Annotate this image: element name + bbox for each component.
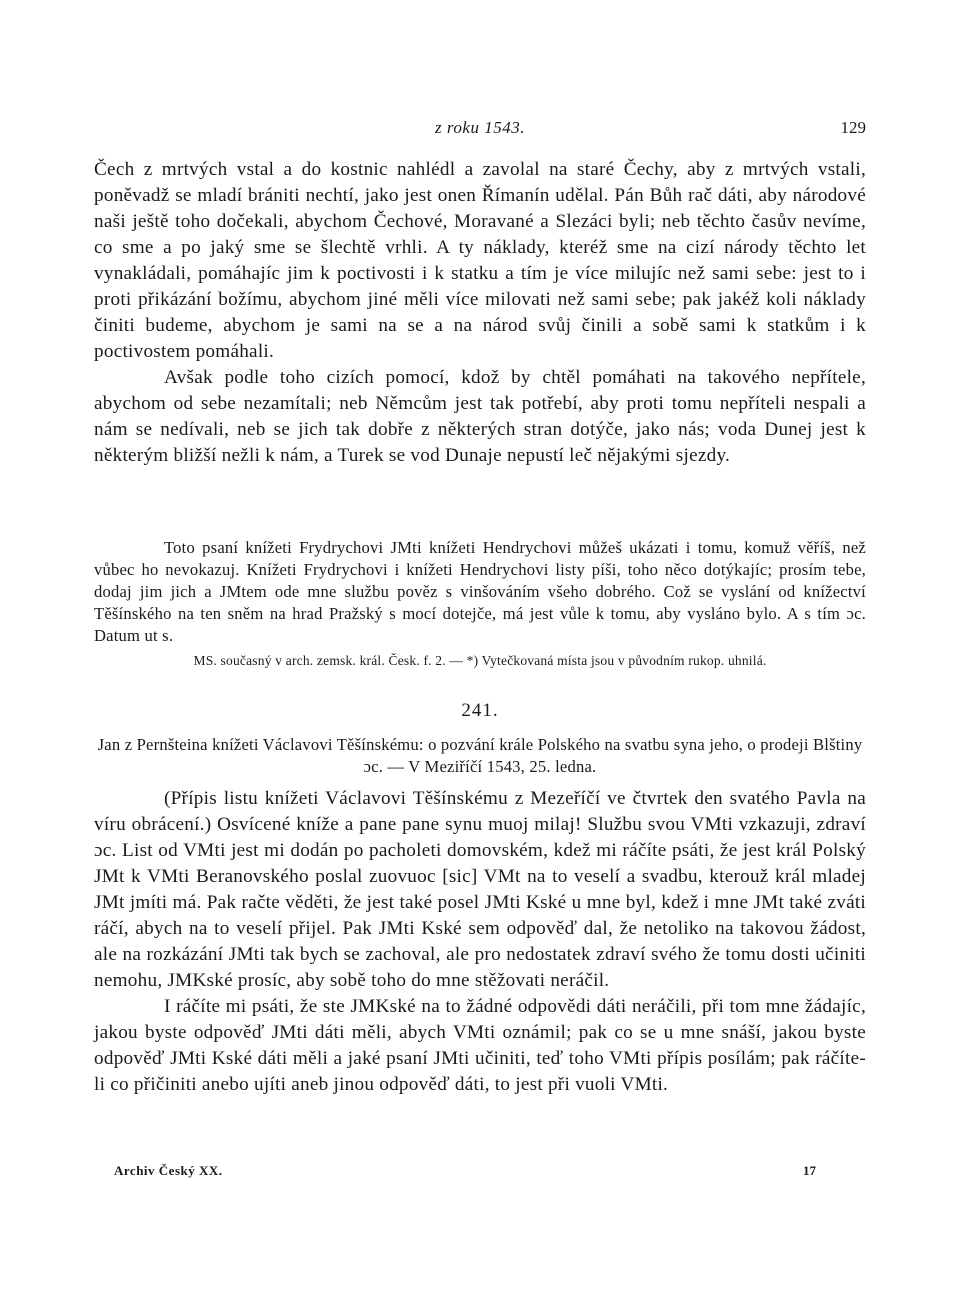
text-block-letter (94, 786, 866, 1098)
body-paragraph-3: Toto psaní knížeti Frydrychovi JMti knížeti Hendrychovi můžeš ukázati i tomu, komuž věříš, než vůbec ho nevokazuj. Knížeti Frydrychovi i knížeti Hendrychovi listy píši, toho něco dotýkajíc; prosím tebe, dodaj jim jich a JMtem ode mne službu pověz s vinšováním všeho dobrého. Což se vyslání od knížectví Těšínského na ten sněm na hrad Pražský s mocí dotejče, má jest vůle k tomu, aby vysláno bylo. A s tím ɔc. Datum ut s. (94, 538, 866, 645)
signature-mark: Archiv Český XX. (114, 1163, 223, 1178)
page-number: 129 (840, 118, 866, 137)
sheet-number: 17 (803, 1163, 816, 1178)
source-note: MS. současný v arch. zemsk. král. Česk. f. 2. — *) Vytečkovaná místa jsou v původním rukop. uhnilá. (193, 653, 767, 668)
document-regest: Jan z Pernšteina knížeti Václavovi Těšínskému: o pozvání krále Polského na svatbu syna jeho, o prodeji Blštiny ɔc. — V Meziříčí 1543, 25. ledna. (97, 735, 863, 776)
text-block-postscript (94, 537, 866, 647)
text-block-upper (94, 157, 866, 469)
document-number: 241. (461, 700, 499, 721)
letter-paragraph-1: (Přípis listu knížeti Václavovi Těšínskému z Mezeříčí ve čtvrtek den svatého Pavla na víru obrácení.) Osvícené kníže a pane pane synu muoj milaj! Službu svou VMti vzkazuji, zdraví ɔc. List od VMti jest mi dodán po pacholeti domovském, kdež mi ráčíte psáti, že jest král Polský JMt k VMti Beranovského poslal zuovuoc [sic] VMt na to veselí a svadbu, kterouž král mladej JMt jmíti má. Pak račte věděti, že jest také posel JMti Kské u mne byl, kdež i mne JMt také zváti ráčí, abych na to veselí přijel. Pak JMti Kské sem odpověď dal, že netoliko na takovou žádost, ale na rozkázání JMti tak bych se zachoval, ale pro nedostatek zdraví svého že tomu dosti učiniti nemohu, JMKské prosíc, aby sobě toho do mne stěžovati neráčil. (94, 788, 866, 991)
body-paragraph-1: Čech z mrtvých vstal a do kostnic nahlédl a zavolal na staré Čechy, aby z mrtvých vstali, poněvadž se mladí brániti nechtí, jako jest onen Římanín udělal. Pán Bůh rač dáti, aby národové naši ještě toho dočekali, abychom Čechové, Moravané a Slezáci byli; neb těchto časův nevíme, co sme a po jaký sme se šlechtě vrhli. A ty náklady, kteréž sme na cizí národy těchto let vynakládali, pomáhajíc jim k poctivosti i k statku a tím je více milujíc než sami sebe: jest to i proti přikázání božímu, abychom jiné měli více milovati než sami sebe; pak jakéž koli náklady činiti budeme, abychom je sami na se a na národ svůj činili a sobě sami k statkům i k poctivostem pomáhali. (94, 159, 866, 362)
body-paragraph-2: Avšak podle toho cizích pomocí, kdož by chtěl pomáhati na takového nepřítele, abychom od sebe nezamítali; neb Němcům jest tak potřebí, aby proti tomu nepříteli nespali a nám se nedívali, neb se jich tak dobře z některých stran dotýče, jako nás; voda Dunej jest k některým bližší nežli k nám, a Turek se vod Dunaje nepustí leč nějakými sjezdy. (94, 367, 866, 466)
running-title: z roku 1543. (435, 118, 525, 137)
letter-paragraph-2: I ráčíte mi psáti, že ste JMKské na to žádné odpovědi dáti neráčili, při tom mne žádajíc, jakou byste odpověď JMti dáti měli, abych VMti oznámil; pak co se u mne snáší, jakou byste odpověď JMti Kské dáti měli a jaké psaní JMti učiniti, teď toho VMti přípis posílám; pak ráčíte-li co přičiniti anebo ujíti aneb jinou odpověď dáti, to jest při vuoli VMti. (94, 996, 866, 1095)
